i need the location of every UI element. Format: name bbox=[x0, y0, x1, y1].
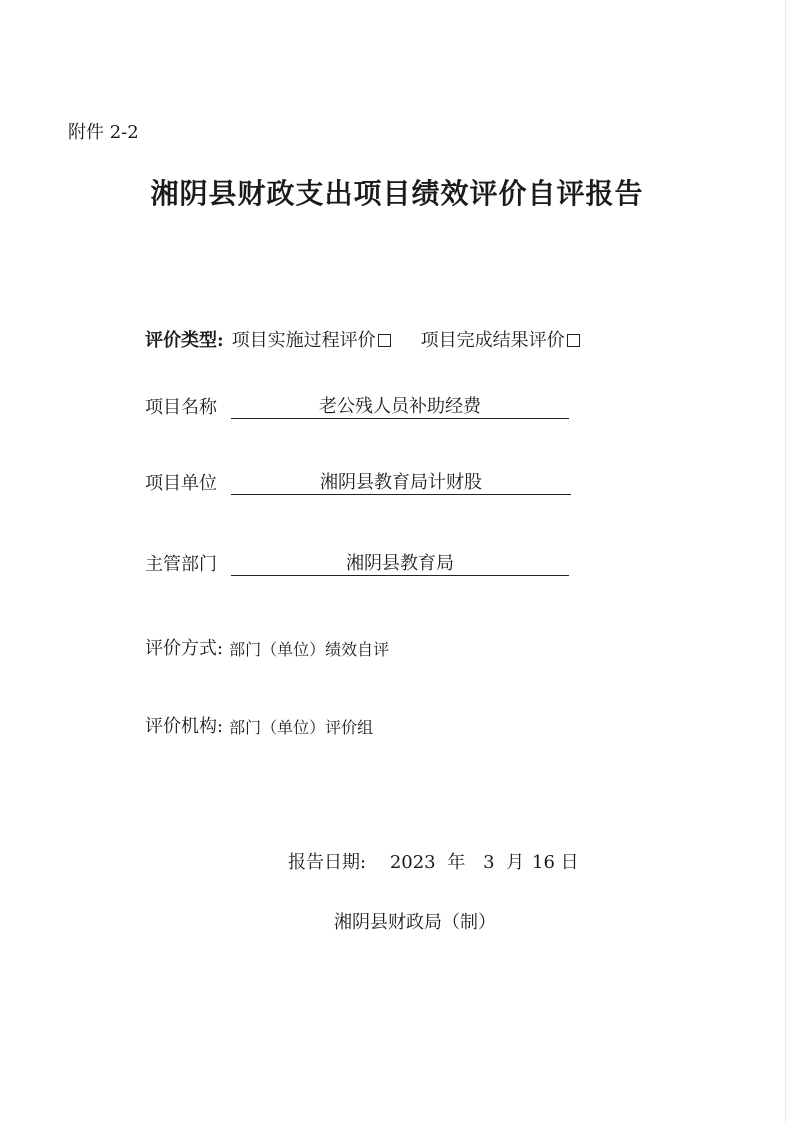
report-date-year: 2023 bbox=[389, 852, 436, 873]
eval-org-row bbox=[145, 712, 373, 738]
project-unit-label: 项目单位 bbox=[145, 473, 217, 494]
project-unit-field[interactable]: 湘阴县教育局计财股 bbox=[231, 468, 571, 495]
report-date-label: 报告日期: bbox=[288, 852, 367, 873]
project-name-row bbox=[145, 392, 569, 419]
eval-method-label: 评价方式: bbox=[145, 638, 224, 659]
checkbox-icon[interactable] bbox=[378, 334, 391, 347]
scan-edge-line bbox=[785, 0, 786, 1122]
eval-method-row bbox=[145, 634, 389, 660]
report-date-year-unit: 年 bbox=[447, 852, 466, 873]
project-unit-row bbox=[145, 468, 571, 495]
eval-org-label: 评价机构: bbox=[145, 716, 224, 737]
supervisor-field[interactable]: 湘阴县教育局 bbox=[231, 549, 569, 576]
eval-type-option-process[interactable] bbox=[232, 326, 391, 352]
eval-type-option-process-label: 项目实施过程评价 bbox=[231, 330, 376, 351]
report-date-month: 3 bbox=[483, 852, 495, 873]
eval-type-option-result[interactable] bbox=[421, 326, 580, 352]
document-title: 湘阴县财政支出项目绩效评价自评报告 bbox=[150, 177, 644, 210]
eval-type-label: 评价类型: bbox=[145, 330, 224, 351]
project-name-field[interactable]: 老公残人员补助经费 bbox=[231, 392, 569, 419]
supervisor-row bbox=[145, 549, 569, 576]
report-date-day: 16 bbox=[532, 852, 555, 873]
checkbox-icon[interactable] bbox=[567, 334, 580, 347]
eval-type-option-result-label: 项目完成结果评价 bbox=[420, 330, 565, 351]
report-date bbox=[288, 848, 585, 874]
eval-method-value: 部门（单位）绩效自评 bbox=[229, 640, 390, 659]
annex-label: 附件 2-2 bbox=[68, 122, 139, 143]
eval-type-row bbox=[145, 326, 580, 352]
eval-org-value: 部门（单位）评价组 bbox=[229, 718, 374, 737]
project-name-label: 项目名称 bbox=[145, 397, 217, 418]
supervisor-label: 主管部门 bbox=[145, 554, 217, 575]
report-date-month-unit: 月 bbox=[506, 852, 525, 873]
report-date-day-unit: 日 bbox=[560, 852, 579, 873]
maker-label: 湘阴县财政局（制） bbox=[334, 912, 496, 933]
